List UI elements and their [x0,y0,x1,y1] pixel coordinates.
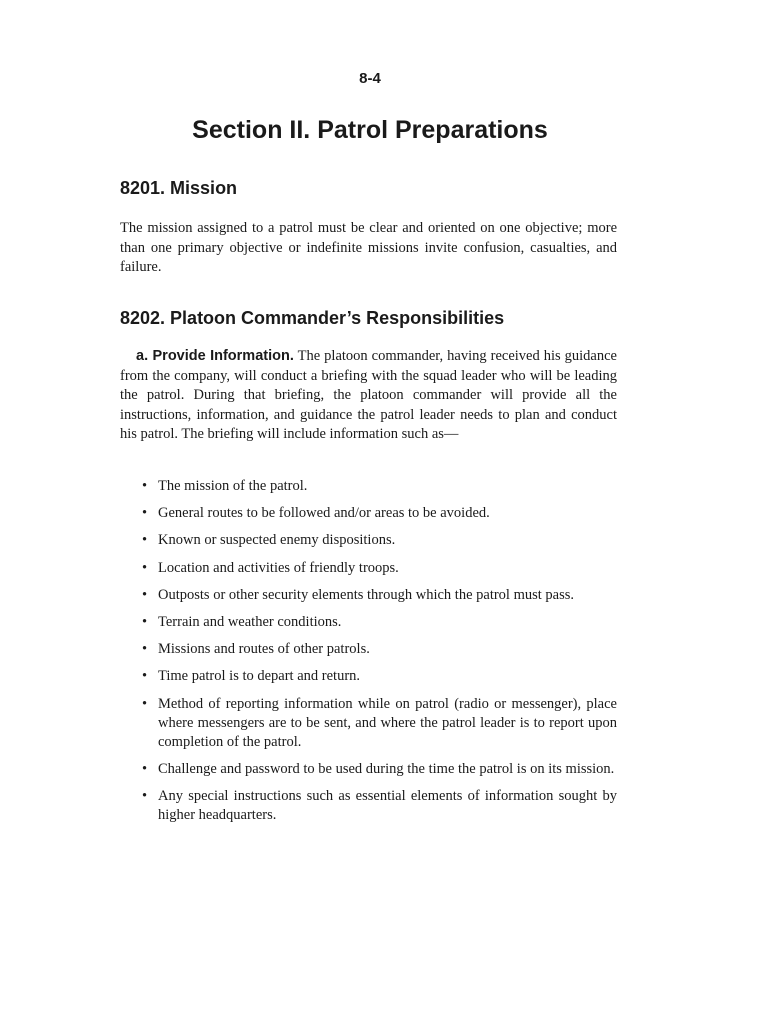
list-item [140,559,617,578]
list-item [140,531,617,550]
bullet-icon: • [142,787,148,804]
page-number: 8-4 [359,70,381,87]
list-item [140,613,617,632]
list-item [140,760,617,779]
bullet-icon: • [142,478,148,494]
mission-heading: 8201. Mission [120,178,238,198]
list-item-text: Any special instructions such as essential elements of information sought by higher headquarters. [158,787,617,823]
bullet-icon: • [142,559,148,576]
responsibilities-heading: 8202. Platoon Commander’s Responsibilities [120,308,505,328]
list-item-text: Time patrol is to depart and return. [158,668,361,685]
list-item-text: Known or suspected enemy dispositions. [158,532,396,549]
briefing-items-list [140,477,617,833]
provide-information-text: The platoon commander, having received his guidance from the company, will conduct a briefing with the squad leader who will be leading the patrol. During that briefing, the platoon commander will provide all the instructions, information, and guidance the patrol leader needs to plan and conduct his patrol. The briefing will include information such as— [120,348,617,442]
list-item-text: Method of reporting information while on patrol (radio or messenger), place where messengers are to be sent, and where the patrol leader is to report upon completion of the patrol. [158,695,617,750]
list-item-text: Location and activities of friendly troops. [158,559,399,576]
section-title: Section II. Patrol Preparations [192,116,548,144]
bullet-icon: • [142,641,148,658]
list-item-text: Challenge and password to be used during the time the patrol is on its mission. [158,760,615,777]
list-item [140,504,617,523]
list-item [140,695,617,752]
bullet-icon: • [142,613,148,630]
bullet-icon: • [142,695,148,712]
list-item [140,787,617,825]
list-item-text: General routes to be followed and/or areas to be avoided. [158,505,490,522]
list-item [140,667,617,686]
list-item [140,586,617,605]
list-item-text: The mission of the patrol. [158,478,308,494]
list-item [140,640,617,659]
list-item-text: Missions and routes of other patrols. [158,641,370,658]
bullet-icon: • [142,668,148,685]
bullet-icon: • [142,760,148,777]
bullet-icon: • [142,586,148,603]
mission-paragraph: The mission assigned to a patrol must be clear and oriented on one objective; more than one primary objective or indefinite missions invite confusion, casualties, and failure. [120,220,617,275]
list-item [140,477,617,496]
list-item-text: Terrain and weather conditions. [158,613,342,630]
provide-information-paragraph [120,347,617,445]
bullet-icon: • [142,505,148,522]
list-item-text: Outposts or other security elements through which the patrol must pass. [158,586,574,603]
provide-information-lead-in: a. Provide Information. [136,348,294,364]
bullet-icon: • [142,532,148,549]
